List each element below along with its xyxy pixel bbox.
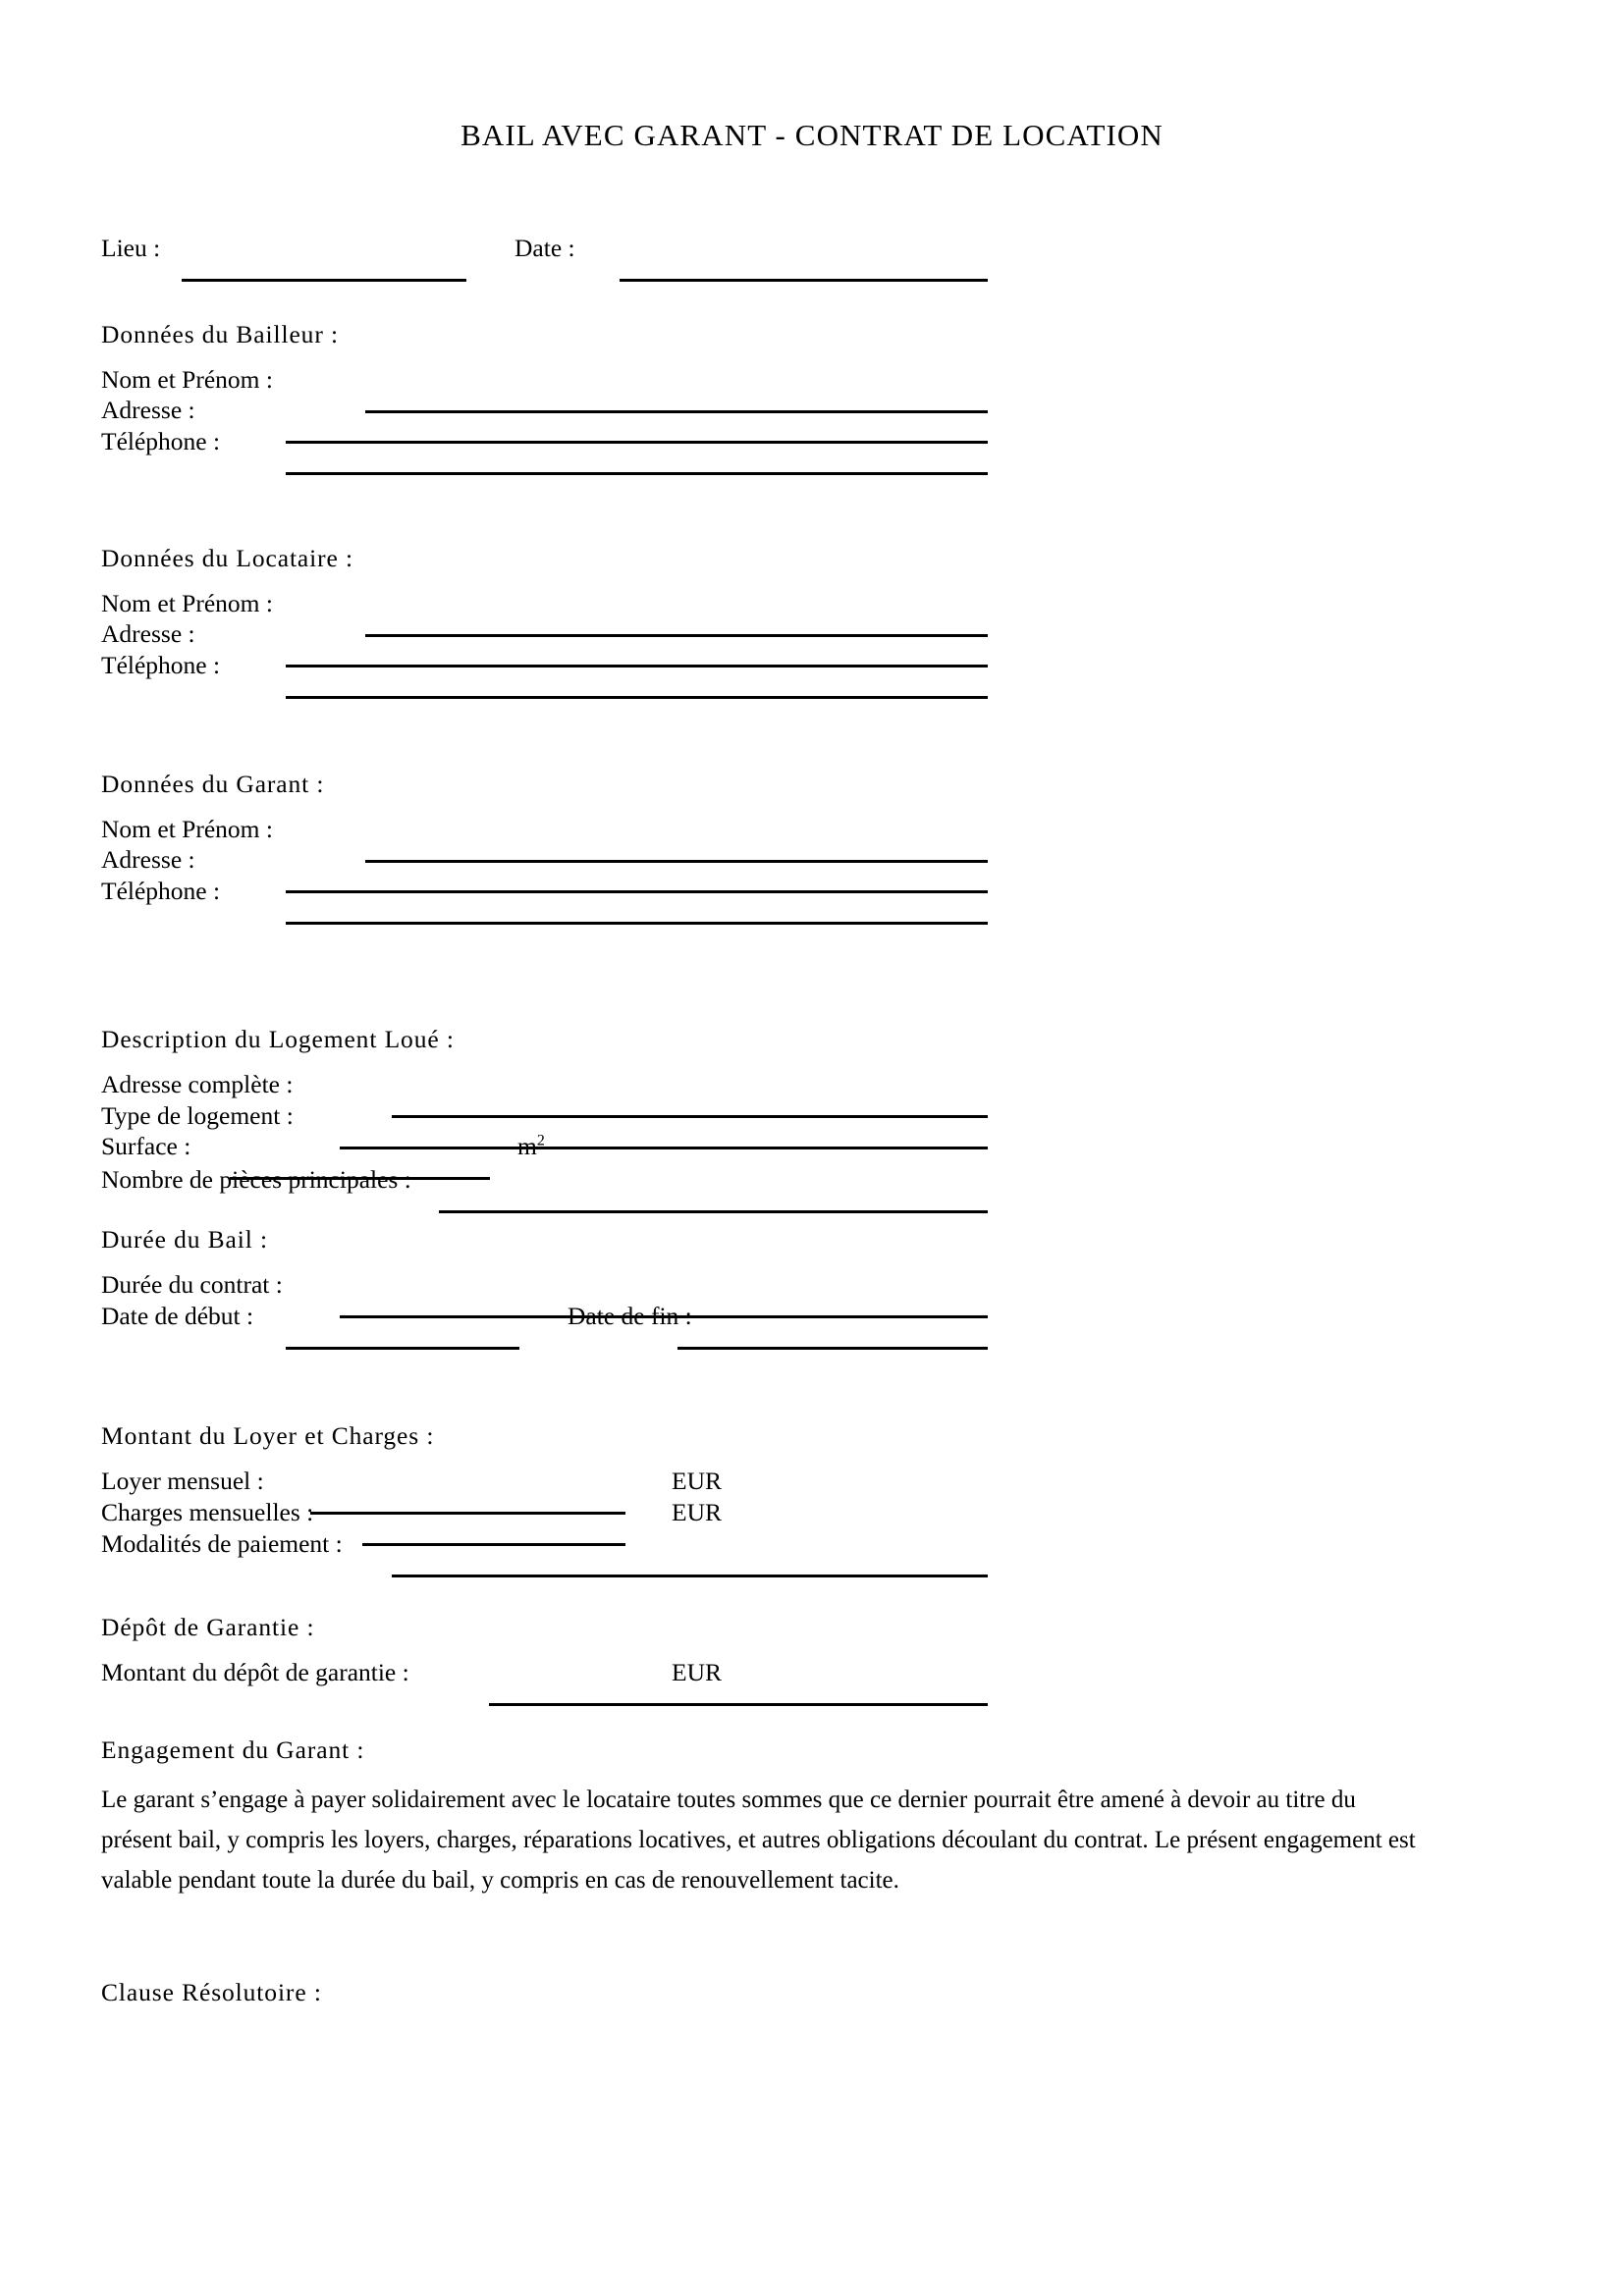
date-input-rule[interactable] (620, 279, 988, 282)
tenant-section-heading: Données du Locataire : (101, 544, 353, 572)
guarantor-phone-input-rule[interactable] (286, 922, 988, 925)
monthly-rent-input-rule[interactable] (310, 1512, 625, 1515)
monthly-charges-label: Charges mensuelles : (101, 1498, 314, 1526)
landlord-address-label: Adresse : (101, 396, 195, 424)
date-label: Date : (514, 234, 575, 262)
property-address-label: Adresse complète : (101, 1070, 294, 1098)
deposit-section-heading: Dépôt de Garantie : (101, 1613, 315, 1641)
termination-clause-heading: Clause Résolutoire : (101, 1978, 322, 2006)
guarantor-phone-label: Téléphone : (101, 877, 221, 905)
payment-terms-label: Modalités de paiement : (101, 1529, 343, 1558)
surface-unit-text: m (517, 1132, 537, 1160)
property-surface-label: Surface : (101, 1132, 191, 1160)
guarantor-name-input-rule[interactable] (365, 860, 988, 863)
start-date-label: Date de début : (101, 1302, 254, 1330)
surface-unit-label (517, 1134, 545, 1159)
tenant-phone-label: Téléphone : (101, 651, 221, 679)
deposit-amount-input-rule[interactable] (489, 1703, 988, 1706)
property-rooms-input-rule[interactable] (439, 1210, 988, 1213)
property-type-label: Type de logement : (101, 1101, 294, 1130)
guarantor-address-label: Adresse : (101, 845, 195, 874)
page-title: BAIL AVEC GARANT - CONTRAT DE LOCATION (460, 118, 1164, 152)
end-date-input-rule[interactable] (677, 1347, 988, 1350)
surface-unit-exponent: 2 (536, 1132, 545, 1149)
place-input-rule[interactable] (182, 279, 466, 282)
monthly-rent-label: Loyer mensuel : (101, 1467, 264, 1495)
tenant-phone-input-rule[interactable] (286, 696, 988, 699)
tenant-address-input-rule[interactable] (286, 665, 988, 667)
landlord-phone-input-rule[interactable] (286, 472, 988, 475)
deposit-currency: EUR (672, 1658, 722, 1686)
end-date-label: Date de fin : (568, 1302, 692, 1330)
rent-section-heading: Montant du Loyer et Charges : (101, 1421, 435, 1450)
guarantor-section-heading: Données du Garant : (101, 770, 325, 798)
guarantor-address-input-rule[interactable] (286, 890, 988, 893)
monthly-charges-currency: EUR (672, 1498, 722, 1526)
guarantor-commitment-body: Le garant s’engage à payer solidairement avec le locataire toutes sommes que ce dernier pourrait être amené à devoir au titre du présent bail, y compris les loyers, charges, réparations locatives, et autres obligations découlant du contrat. Le présent engagement est valable pendant toute la durée du bail, y compris en cas de renouvellement tacite. (101, 1787, 1416, 1894)
place-label: Lieu : (101, 234, 161, 262)
monthly-charges-input-rule[interactable] (362, 1543, 625, 1546)
deposit-amount-label: Montant du dépôt de garantie : (101, 1658, 409, 1686)
property-rooms-label: Nombre de pièces principales : (101, 1165, 411, 1194)
contract-duration-label: Durée du contrat : (101, 1270, 283, 1299)
guarantor-name-label: Nom et Prénom : (101, 815, 273, 843)
property-address-input-rule[interactable] (392, 1115, 988, 1118)
lease-term-section-heading: Durée du Bail : (101, 1225, 268, 1254)
start-date-input-rule[interactable] (286, 1347, 519, 1350)
landlord-address-input-rule[interactable] (286, 441, 988, 444)
payment-terms-input-rule[interactable] (392, 1575, 988, 1577)
landlord-name-input-rule[interactable] (365, 410, 988, 413)
landlord-name-label: Nom et Prénom : (101, 365, 273, 394)
monthly-rent-currency: EUR (672, 1467, 722, 1495)
tenant-name-input-rule[interactable] (365, 634, 988, 637)
landlord-section-heading: Données du Bailleur : (101, 320, 339, 348)
landlord-phone-label: Téléphone : (101, 427, 221, 455)
tenant-address-label: Adresse : (101, 619, 195, 648)
guarantor-commitment-heading: Engagement du Garant : (101, 1735, 365, 1764)
property-section-heading: Description du Logement Loué : (101, 1025, 455, 1053)
tenant-name-label: Nom et Prénom : (101, 589, 273, 617)
property-type-input-rule[interactable] (340, 1147, 988, 1149)
